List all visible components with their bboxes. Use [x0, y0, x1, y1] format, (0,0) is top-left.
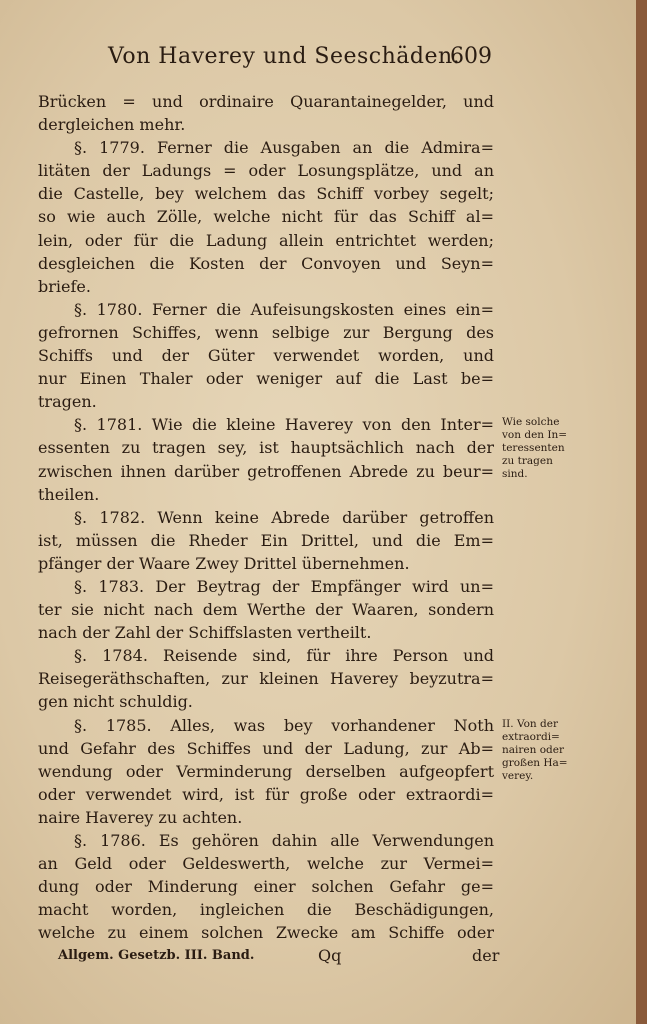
text-line: theilen.	[38, 484, 100, 504]
text-line: gen nicht schuldig.	[38, 692, 193, 712]
text-line: Schiffs und der Güter verwendet worden, und	[38, 346, 494, 366]
paragraph-1779: §. 1779. Ferner die Ausgaben an die Admira=	[74, 138, 494, 158]
marginal-line: extraordi=	[502, 731, 560, 743]
text-line: Reisegeräthschaften, zur kleinen Haverey beyzutra=	[38, 669, 494, 689]
catchword: der	[472, 946, 500, 965]
text-line: dergleichen mehr.	[38, 115, 186, 135]
running-title: Von Haverey und Seeschäden.	[108, 44, 461, 69]
text-line: lein, oder für die Ladung allein entrichtet werden;	[38, 230, 494, 250]
signature-note: Allgem. Gesetzb. III. Band.	[58, 948, 255, 963]
text-line: briefe.	[38, 276, 91, 296]
paragraph-1781: §. 1781. Wie die kleine Haverey von den Inter=	[74, 415, 494, 435]
text-line: naire Haverey zu achten.	[38, 807, 243, 827]
text-line: welche zu einem solchen Zwecke am Schiffe oder	[38, 923, 494, 943]
text-line: tragen.	[38, 392, 97, 412]
text-line: gefrornen Schiffes, wenn selbige zur Bergung des	[38, 322, 494, 342]
text-line: zwischen ihnen darüber getroffenen Abrede zu beur=	[38, 461, 494, 481]
paragraph-1784: §. 1784. Reisende sind, für ihre Person und	[74, 646, 494, 666]
main-text	[38, 90, 494, 944]
text-line: ist, müssen die Rheder Ein Drittel, und die Em=	[38, 530, 494, 550]
text-line: wendung oder Verminderung derselben aufgeopfert	[38, 761, 494, 781]
text-line: macht worden, ingleichen die Beschädigungen,	[38, 900, 494, 920]
signature-mark: Qq	[318, 946, 342, 965]
text-line: dung oder Minderung einer solchen Gefahr ge=	[38, 877, 494, 897]
marginal-line: II. Von der	[502, 718, 558, 730]
marginal-note-small-average	[502, 416, 602, 481]
marginal-line: Wie solche	[502, 416, 560, 428]
marginal-line: teressenten	[502, 442, 565, 454]
text-line: litäten der Ladungs = oder Losungsplätze, und an	[38, 161, 494, 181]
text-line: desgleichen die Kosten der Convoyen und Seyn=	[38, 253, 494, 273]
page-header	[0, 44, 636, 80]
text-line: essenten zu tragen sey, ist hauptsächlich nach der	[38, 438, 494, 458]
text-line: so wie auch Zölle, welche nicht für das Schiff al=	[38, 207, 494, 227]
paragraph-1782: §. 1782. Wenn keine Abrede darüber getroffen	[74, 507, 494, 527]
marginal-line: sind.	[502, 468, 528, 480]
text-line: oder verwendet wird, ist für große oder extraordi=	[38, 784, 494, 804]
page-number: 609	[450, 44, 492, 69]
text-line: und Gefahr des Schiffes und der Ladung, zur Ab=	[38, 738, 494, 758]
paragraph-1780: §. 1780. Ferner die Aufeisungskosten eines ein=	[74, 299, 494, 319]
book-spine-edge	[636, 0, 647, 1024]
text-line: nur Einen Thaler oder weniger auf die Last be=	[38, 369, 494, 389]
marginal-line: verey.	[502, 770, 534, 782]
marginal-line: zu tragen	[502, 455, 553, 467]
marginal-line: nairen oder	[502, 744, 564, 756]
marginal-line: von den In=	[502, 429, 568, 441]
text-line: die Castelle, bey welchem das Schiff vorbey segelt;	[38, 184, 494, 204]
text-line: nach der Zahl der Schiffslasten vertheilt.	[38, 623, 372, 643]
text-line: Brücken = und ordinaire Quarantainegelder, und	[38, 92, 494, 111]
marginal-line: großen Ha=	[502, 757, 568, 769]
marginal-note-general-average	[502, 718, 602, 783]
paragraph-1786: §. 1786. Es gehören dahin alle Verwendungen	[74, 831, 494, 850]
paragraph-1785: §. 1785. Alles, was bey vorhandener Noth	[74, 715, 494, 735]
text-line: ter sie nicht nach dem Werthe der Waaren, sondern	[38, 600, 494, 620]
paragraph-1783: §. 1783. Der Beytrag der Empfänger wird un=	[74, 576, 494, 596]
text-line: pfänger der Waare Zwey Drittel übernehmen.	[38, 553, 410, 573]
text-line: an Geld oder Geldeswerth, welche zur Vermei=	[38, 854, 494, 874]
page-footer	[0, 948, 636, 972]
